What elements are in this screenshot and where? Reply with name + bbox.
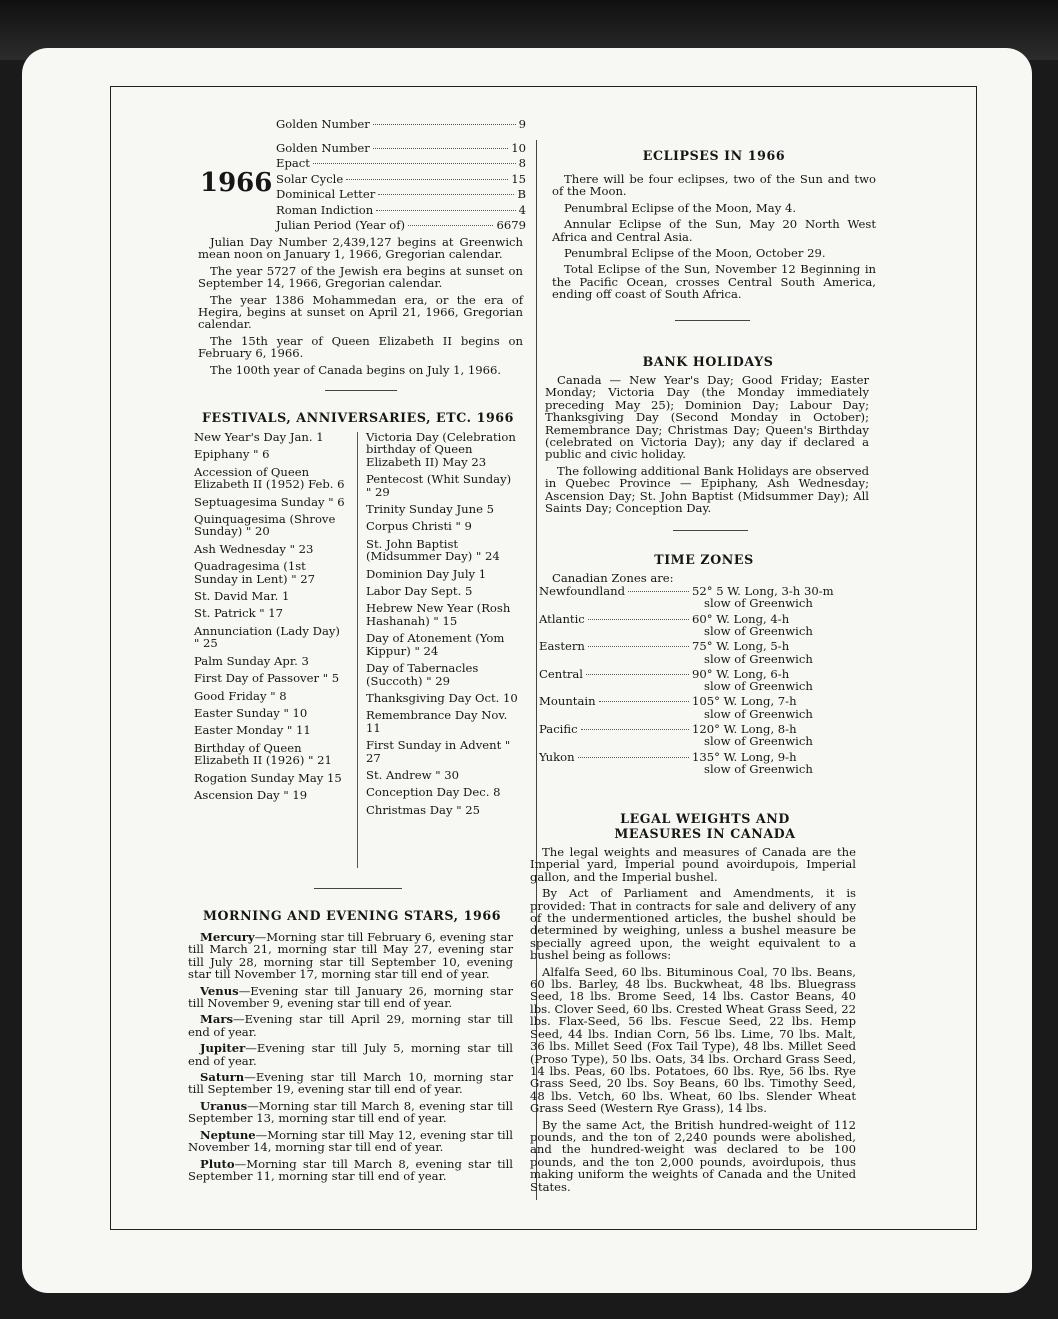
eclipse-paragraph: Penumbral Eclipse of the Moon, May 4. xyxy=(564,200,797,215)
eclipse-paragraph: Penumbral Eclipse of the Moon, October 29. xyxy=(564,246,826,261)
bank-holidays-text xyxy=(545,374,869,518)
weights-heading: LEGAL WEIGHTS AND MEASURES IN CANADA xyxy=(614,811,796,841)
year-data-row: Solar Cycle 15 xyxy=(276,171,526,186)
stars-list xyxy=(188,931,513,1186)
intro-paragraph: Julian Day Number 2,439,127 begins at Greenwich mean noon on January 1, 1966, Gregorian calendar. xyxy=(198,235,523,262)
festival-item: Day of Tabernacles (Succoth) " 29 xyxy=(366,661,479,688)
year-data-row: Golden Number 10 xyxy=(276,141,526,155)
section-rule xyxy=(325,390,397,391)
time-zone-entry: Yukon 135° W. Long, 9-h slow of Greenwich xyxy=(539,749,813,776)
star-entry: Mercury—Morning star till February 6, evening star till March 21, morning star till May 27, evening star till July 28, morning star till September 10, evening star till November 17, morning star till end of year. xyxy=(188,930,513,982)
festival-item: Ash Wednesday " 23 xyxy=(194,541,314,556)
festival-item: New Year's Day Jan. 1 xyxy=(194,430,324,444)
intro-paragraph: The year 1386 Mohammedan era, or the era of Hegira, begins at sunset on April 21, 1966, Gregorian calendar. xyxy=(198,292,523,332)
festivals-right-column xyxy=(366,431,518,821)
section-rule xyxy=(673,530,748,531)
eclipse-paragraph: Total Eclipse of the Sun, November 12 Beginning in the Pacific Ocean, crosses Central South America, ending off coast of South Africa. xyxy=(552,262,876,302)
festival-item: St. Patrick " 17 xyxy=(194,606,284,621)
festival-item: Hebrew New Year (Rosh Hashanah) " 15 xyxy=(366,601,511,628)
section-rule xyxy=(314,888,402,889)
time-zone-entry: Newfoundland 52° 5 W. Long, 3-h 30-m slow of Greenwich xyxy=(539,584,834,611)
intro-paragraph: The 15th year of Queen Elizabeth II begins on February 6, 1966. xyxy=(198,333,523,361)
festival-item: Trinity Sunday June 5 xyxy=(366,502,495,517)
festival-item: Quadragesima (1st Sunday in Lent) " 27 xyxy=(194,559,315,586)
year-data-list xyxy=(276,142,526,234)
festival-item: Accession of Queen Elizabeth II (1952) Feb. 6 xyxy=(194,464,345,492)
festival-item: First Day of Passover " 5 xyxy=(194,671,340,686)
festival-item: Septuagesima Sunday " 6 xyxy=(194,494,345,509)
year-data-row: Dominical Letter B xyxy=(276,187,526,202)
time-zone-entry: Eastern 75° W. Long, 5-h slow of Greenwich xyxy=(539,639,813,666)
festival-item: Palm Sunday Apr. 3 xyxy=(194,653,309,668)
time-zone-entry: Atlantic 60° W. Long, 4-h slow of Greenwich xyxy=(539,611,813,638)
weights-paragraph: The legal weights and measures of Canada are the Imperial yard, Imperial pound avoirdupois, Imperial gallon, and the Imperial bushel. xyxy=(530,845,856,884)
time-zone-entry: Mountain 105° W. Long, 7-h slow of Greenwich xyxy=(539,694,813,721)
festival-item: Ascension Day " 19 xyxy=(194,787,308,802)
year-data-row: Epact 8 xyxy=(276,156,526,171)
bank-holidays-paragraph: Canada — New Year's Day; Good Friday; Easter Monday; Victoria Day (the Monday immediately preceding May 25); Dominion Day; Labour Day; Thanksgiving Day (Second Monday in October); Remembrance Day; Christmas Day; Queen's Birthday (celebrated on Victoria Day); any day if declared a public and civic holiday. xyxy=(545,373,869,462)
festival-item: Christmas Day " 25 xyxy=(366,802,480,817)
stars-heading: MORNING AND EVENING STARS, 1966 xyxy=(202,908,502,923)
intro-paragraphs xyxy=(198,236,523,380)
festival-item: Good Friday " 8 xyxy=(194,688,287,703)
festival-item: Day of Atonement (Yom Kippur) " 24 xyxy=(366,631,505,658)
festival-item: Thanksgiving Day Oct. 10 xyxy=(366,690,518,705)
bank-holidays-paragraph: The following additional Bank Holidays are observed in Quebec Province — Epiphany, Ash Wednesday; Ascension Day; St. John Baptist (Midsummer Day); All Saints Day; Conception Day. xyxy=(545,463,869,516)
time-zones-heading: TIME ZONES xyxy=(654,552,754,567)
year-number: 1966 xyxy=(200,168,273,198)
star-entry: Uranus—Morning star till March 8, evening star till September 13, morning star till end of year. xyxy=(188,1098,513,1126)
time-zones-list xyxy=(539,585,854,778)
festival-item: St. David Mar. 1 xyxy=(194,589,290,604)
bank-holidays-heading: BANK HOLIDAYS xyxy=(642,354,774,369)
eclipse-paragraph: There will be four eclipses, two of the Sun and two of the Moon. xyxy=(552,172,876,199)
intro-paragraph: The 100th year of Canada begins on July 1, 1966. xyxy=(210,362,502,377)
section-rule xyxy=(675,320,750,321)
star-entry: Saturn—Evening star till March 10, morning star till September 19, evening star till end of year. xyxy=(188,1070,513,1097)
festivals-heading: FESTIVALS, ANNIVERSARIES, ETC. 1966 xyxy=(201,410,515,425)
eclipses-list xyxy=(552,173,876,305)
top-golden-number: Golden Number 9 xyxy=(276,117,526,131)
star-entry: Venus—Evening star till January 26, morning star till November 9, evening star till end of year. xyxy=(188,983,513,1011)
festival-item: St. Andrew " 30 xyxy=(366,767,460,782)
intro-paragraph: The year 5727 of the Jewish era begins at sunset on September 14, 1966, Gregorian calendar. xyxy=(198,263,523,291)
star-entry: Mars—Evening star till April 29, morning star till end of year. xyxy=(188,1012,513,1039)
star-entry: Pluto—Morning star till March 8, evening star till September 11, morning star till end of year. xyxy=(188,1156,513,1183)
weights-paragraph: Alfalfa Seed, 60 lbs. Bituminous Coal, 70 lbs. Beans, 60 lbs. Barley, 48 lbs. Buckwheat, 48 lbs. Bluegrass Seed, 18 lbs. Brome Seed, 14 lbs. Castor Beans, 40 lbs. Clover Seed, 60 lbs. Crested Wheat Grass Seed, 22 lbs. Flax-Seed, 56 lbs. Fescue Seed, 22 lbs. Hemp Seed, 44 lbs. Indian Corn, 56 lbs. Lime, 70 lbs. Malt, 36 lbs. Millet Seed (Fox Tail Type), 48 lbs. Millet Seed (Proso Type), 50 lbs. Oats, 34 lbs. Orchard Grass Seed, 14 lbs. Peas, 60 lbs. Potatoes, 60 lbs. Rye, 56 lbs. Rye Grass Seed, 20 lbs. Soy Beans, 60 lbs. Timothy Seed, 48 lbs. Vetch, 60 lbs. Wheat, 60 lbs. Slender Wheat Grass Seed (Western Rye Grass), 14 lbs. xyxy=(530,964,856,1116)
festival-item: St. John Baptist (Midsummer Day) " 24 xyxy=(366,536,500,564)
weights-paragraph: By Act of Parliament and Amendments, it is provided: That in contracts for sale and delivery of any of the undermentioned articles, the bushel should be determined by weighing, unless a bushel measure be specially agreed upon, the weight equivalent to a bushel being as follows: xyxy=(530,886,856,963)
festival-item: Corpus Christi " 9 xyxy=(366,519,472,534)
festival-item: Quinquagesima (Shrove Sunday) " 20 xyxy=(194,512,336,539)
eclipses-heading: ECLIPSES IN 1966 xyxy=(642,148,786,163)
festival-item: Epiphany " 6 xyxy=(194,447,270,462)
festival-item: Dominion Day July 1 xyxy=(366,566,487,581)
festivals-divider xyxy=(357,432,358,868)
festival-item: Annunciation (Lady Day) " 25 xyxy=(194,623,340,651)
weights-paragraph: By the same Act, the British hundred-weight of 112 pounds, and the ton of 2,240 pounds were abolished, and the hundred-weight was declared to be 100 pounds, and the ton 2,000 pounds, avoirdupois, thus making uniform the weights of Canada and the United States. xyxy=(530,1117,856,1194)
year-data-row: Roman Indiction 4 xyxy=(276,202,526,217)
festival-item: Labor Day Sept. 5 xyxy=(366,584,473,599)
festival-item: Victoria Day (Celebration birthday of Queen Elizabeth II) May 23 xyxy=(366,430,516,469)
festival-item: Pentecost (Whit Sunday) " 29 xyxy=(366,472,512,499)
festival-item: Rogation Sunday May 15 xyxy=(194,770,342,785)
festival-item: First Sunday in Advent " 27 xyxy=(366,738,511,765)
festivals-left-column xyxy=(194,431,346,806)
time-zones-intro: Canadian Zones are: xyxy=(552,571,674,585)
festival-item: Conception Day Dec. 8 xyxy=(366,785,501,800)
festival-item: Birthday of Queen Elizabeth II (1926) " 21 xyxy=(194,740,332,768)
festival-item: Remembrance Day Nov. 11 xyxy=(366,708,508,735)
festival-item: Easter Sunday " 10 xyxy=(194,705,308,720)
time-zone-entry: Central 90° W. Long, 6-h slow of Greenwich xyxy=(539,666,813,694)
time-zone-entry: Pacific 120° W. Long, 8-h slow of Greenwich xyxy=(539,721,813,749)
year-data-row: Julian Period (Year of) 6679 xyxy=(276,217,526,232)
festival-item: Easter Monday " 11 xyxy=(194,723,311,738)
star-entry: Neptune—Morning star till May 12, evening star till November 14, morning star till end of year. xyxy=(188,1127,513,1155)
weights-text xyxy=(530,846,856,1197)
star-entry: Jupiter—Evening star till July 5, morning star till end of year. xyxy=(188,1041,513,1068)
eclipse-paragraph: Annular Eclipse of the Sun, May 20 North West Africa and Central Asia. xyxy=(552,217,876,244)
